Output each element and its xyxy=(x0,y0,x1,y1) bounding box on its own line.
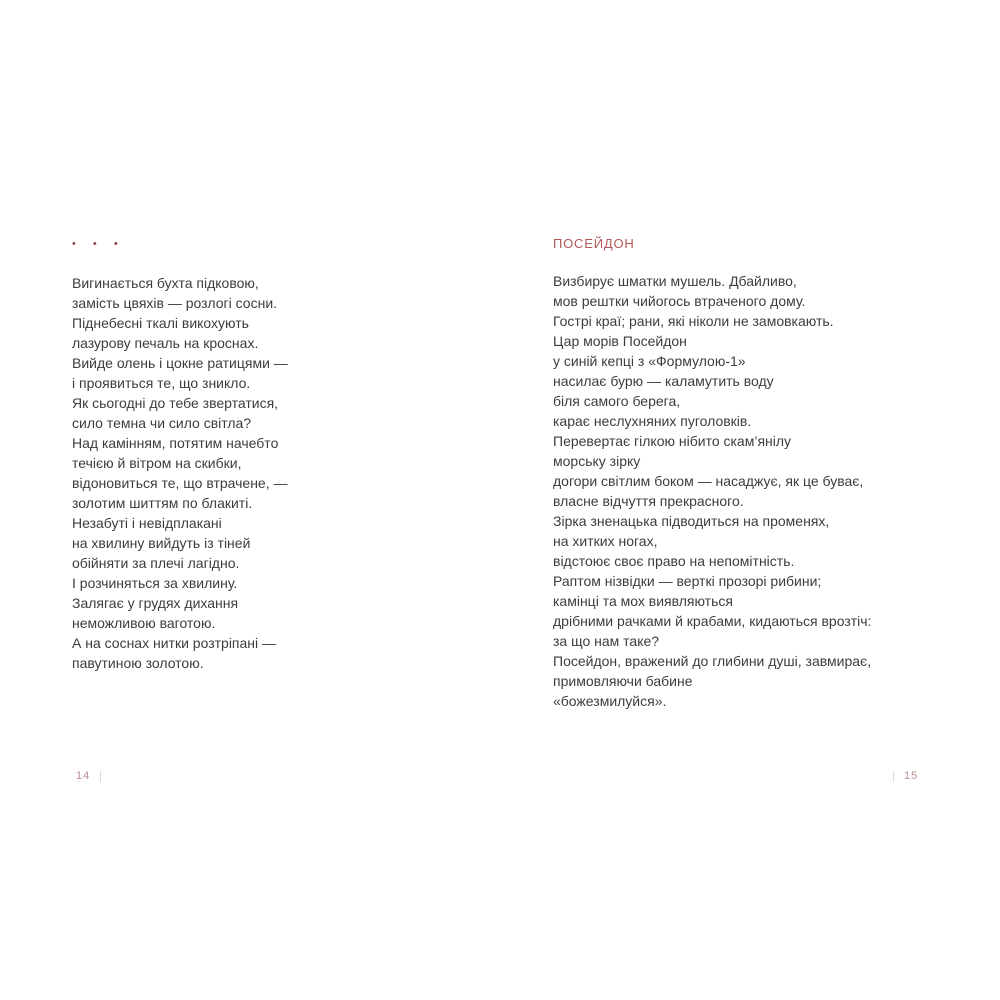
poem-line: у синій кепці з «Формулою-1» xyxy=(553,353,746,369)
poem-line: на хвилину вийдуть із тіней xyxy=(72,535,251,551)
poem-line: золотим шиттям по блакиті. xyxy=(72,495,253,511)
folio-divider xyxy=(893,771,894,782)
poem-line: Над камінням, потятим начебто xyxy=(72,435,279,451)
page-number: 15 xyxy=(904,770,919,782)
poem-line: насилає бурю — каламутить воду xyxy=(553,373,774,389)
poem-line: сило темна чи сило світла? xyxy=(72,415,252,431)
poem-title: ПОСЕЙДОН xyxy=(553,236,635,251)
poem-line: І розчиняться за хвилину. xyxy=(72,575,238,591)
left-folio xyxy=(76,770,101,783)
poem-line: відстоює своє право на непомітність. xyxy=(553,553,795,569)
folio-divider xyxy=(100,771,101,782)
poem-line: лазурову печаль на кроснах. xyxy=(72,335,259,351)
poem-line: замість цвяхів — розлогі сосни. xyxy=(72,295,278,311)
poem-line: примовляючи бабине xyxy=(553,673,693,689)
poem-line: морську зірку xyxy=(553,453,641,469)
poem-line: Незабуті і невідплакані xyxy=(72,515,222,531)
poem-line: Вийде олень і цокне ратицями — xyxy=(72,355,288,371)
poem-line: Раптом нізвідки — верткі прозорі рибини; xyxy=(553,573,822,589)
left-page xyxy=(72,236,472,673)
poem-line: Залягає у грудях дихання xyxy=(72,595,239,611)
poem-line: біля самого берега, xyxy=(553,393,681,409)
poem-line: Вигинається бухта підковою, xyxy=(72,275,259,291)
right-page xyxy=(553,236,973,711)
poem-line: догори світлим боком — насаджує, як це буває, xyxy=(553,473,864,489)
poem-line: Перевертає гілкою нібито скам’янілу xyxy=(553,433,792,449)
right-folio xyxy=(893,770,918,783)
poem-divider-dots: • • • xyxy=(72,238,125,250)
poem-line: за що нам таке? xyxy=(553,633,660,649)
poem-line: дрібними рачками й крабами, кидаються врозтіч: xyxy=(553,613,872,629)
right-poem-body xyxy=(553,271,973,711)
poem-line: відоновиться те, що втрачене, — xyxy=(72,475,288,491)
poem-line: А на соснах нитки розтріпані — xyxy=(72,635,277,651)
poem-line: Посейдон, вражений до глибини душі, завмирає, xyxy=(553,653,872,669)
poem-line: «божезмилуйся». xyxy=(553,693,667,709)
poem-line: Піднебесні ткалі викохують xyxy=(72,315,249,331)
poem-line: мов рештки чийогось втраченого дому. xyxy=(553,293,806,309)
poem-line: Зірка зненацька підводиться на променях, xyxy=(553,513,830,529)
poem-line: неможливою ваготою. xyxy=(72,615,216,631)
poem-line: Цар морів Посейдон xyxy=(553,333,687,349)
poem-line: Як сьогодні до тебе звертатися, xyxy=(72,395,279,411)
poem-line: власне відчуття прекрасного. xyxy=(553,493,744,509)
poem-line: і проявиться те, що зникло. xyxy=(72,375,251,391)
left-poem-body xyxy=(72,273,472,673)
poem-line: Гострі краї; рани, які ніколи не замовкають. xyxy=(553,313,834,329)
poem-line: обійняти за плечі лагідно. xyxy=(72,555,240,571)
poem-line: карає неслухняних пуголовків. xyxy=(553,413,752,429)
poem-line: камінці та мох виявляються xyxy=(553,593,733,609)
page-number: 14 xyxy=(76,770,91,782)
poem-line: павутиною золотою. xyxy=(72,655,204,671)
poem-line: Визбирує шматки мушель. Дбайливо, xyxy=(553,273,797,289)
poem-line: на хитких ногах, xyxy=(553,533,658,549)
poem-line: течією й вітром на скибки, xyxy=(72,455,242,471)
